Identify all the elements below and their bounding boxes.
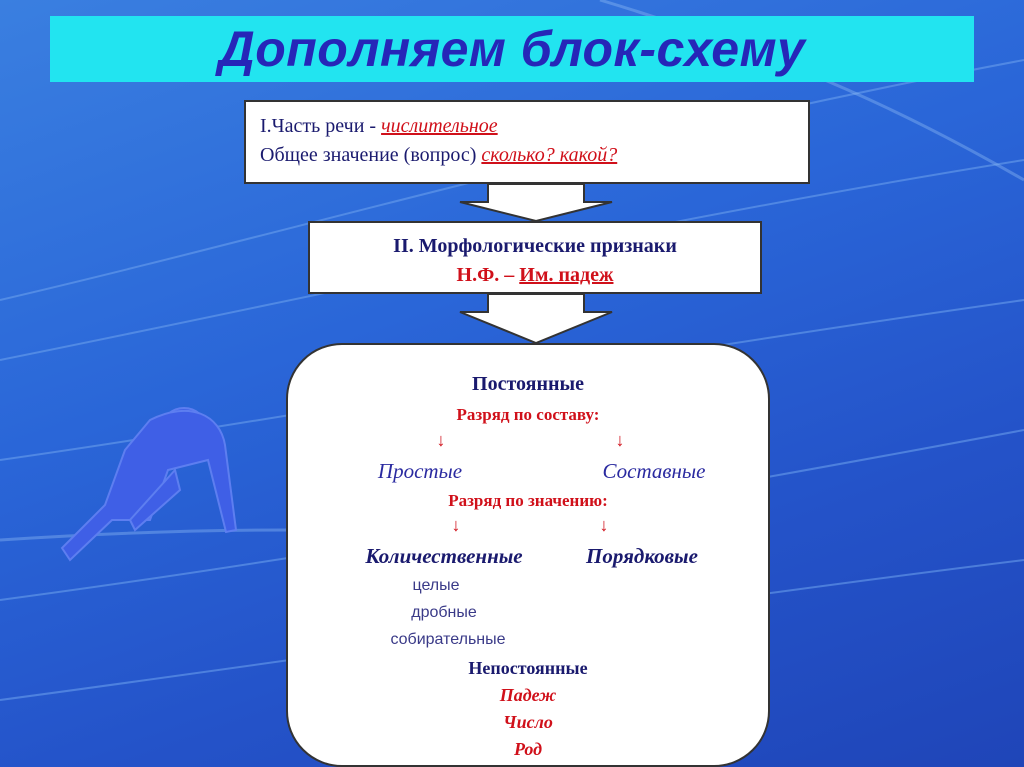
category-by-composition: Разряд по составу: (456, 405, 600, 424)
simple-numerals: Простые (377, 459, 463, 483)
compound-numerals: Составные (602, 459, 706, 483)
part-of-speech-line (260, 112, 808, 141)
arrow-down-icon: ↓ (451, 515, 461, 535)
general-meaning-value: сколько? какой? (481, 144, 618, 166)
part-of-speech-label: I.Часть речи - (260, 115, 382, 137)
arrow-box2-to-big-box (460, 294, 612, 343)
morphological-features-heading: II. Морфологические признаки (393, 235, 677, 257)
cardinal-numerals: Количественные (365, 544, 523, 568)
general-meaning-line (260, 141, 808, 170)
part-of-speech-value: числительное (381, 115, 498, 137)
case-feature: Падеж (499, 685, 557, 705)
part-of-speech-box (244, 100, 810, 184)
arrow-down-icon: ↓ (599, 515, 609, 535)
arrow-box1-to-box2 (460, 184, 612, 221)
variable-features-heading: Непостоянные (468, 658, 588, 678)
whole-numerals: целые (412, 577, 460, 594)
gender-feature: Род (513, 739, 543, 759)
page-title: Дополняем блок-схему (218, 21, 806, 77)
constant-features-heading: Постоянные (472, 373, 584, 395)
category-by-meaning: Разряд по значению: (448, 491, 608, 510)
general-meaning-label: Общее значение (вопрос) (260, 144, 482, 166)
arrow-down-icon: ↓ (615, 430, 625, 450)
number-feature: Число (503, 712, 553, 732)
morphological-features-box (308, 221, 762, 294)
initial-form-line (310, 261, 760, 290)
fractional-numerals: дробные (411, 604, 477, 621)
arrow-down-icon: ↓ (436, 430, 446, 450)
ordinal-numerals: Порядковые (586, 544, 698, 568)
initial-form-label: Н.Ф. – (456, 264, 520, 286)
initial-form-value: Им. падеж (519, 264, 614, 286)
collective-numerals: собирательные (390, 631, 506, 648)
